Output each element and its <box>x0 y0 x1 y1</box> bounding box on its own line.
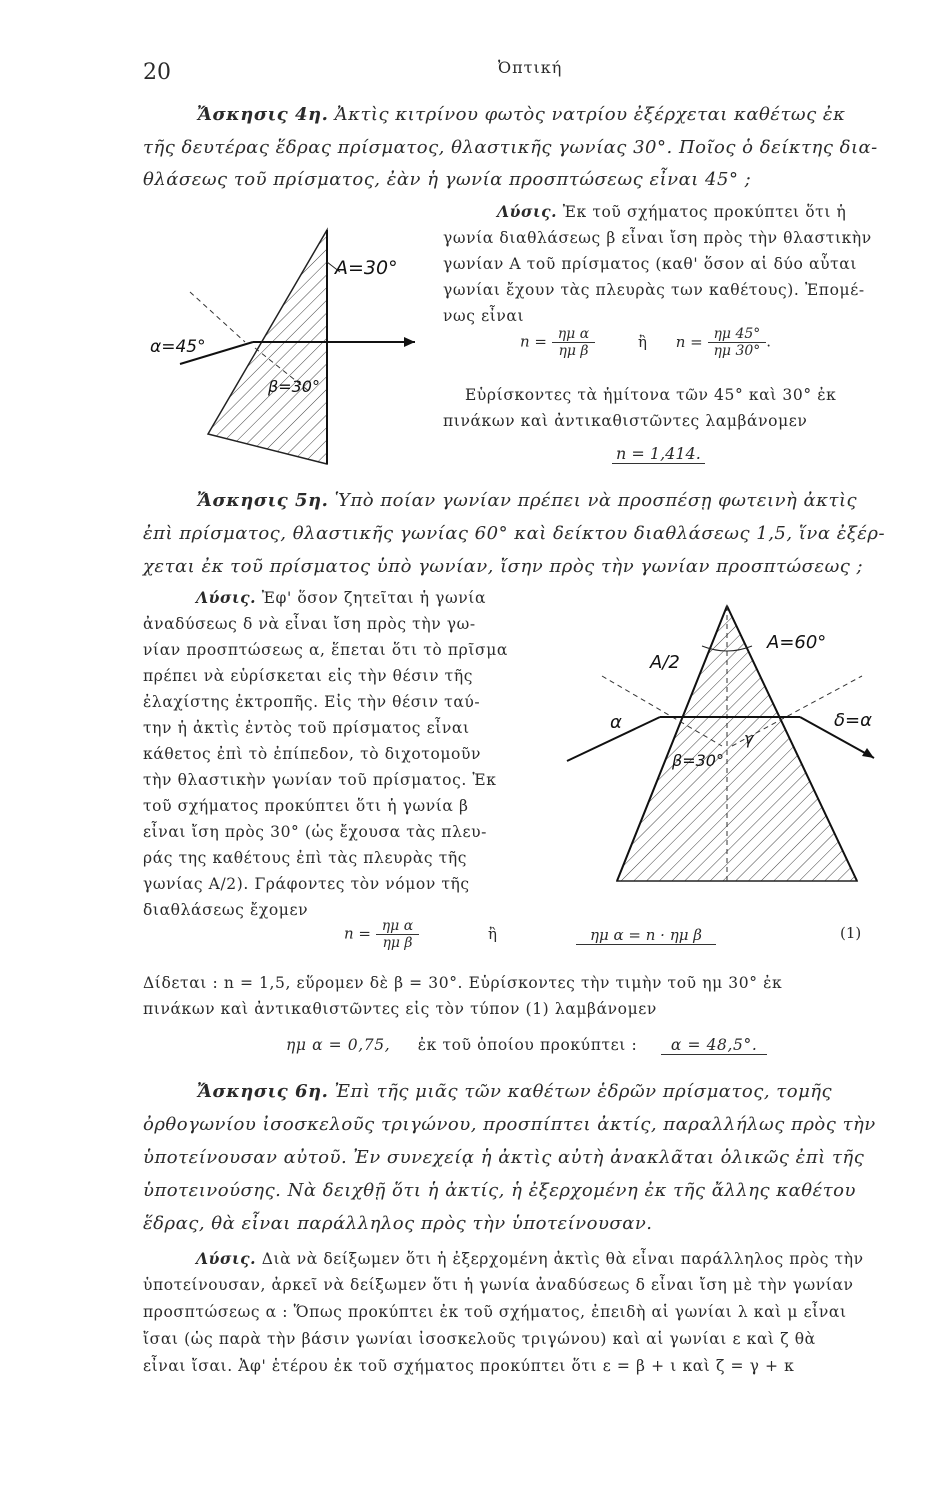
ex4-frac2 <box>708 326 767 359</box>
ex4-prism-body <box>208 230 327 464</box>
ex5-label-gamma: γ <box>744 729 754 748</box>
ex4-sol4: γωνίαι ἔχουν τὰς πλευρὰς των καθέτους). Ἐπομέ- <box>443 281 865 299</box>
ex6-text1: Ἐπὶ τῆς μιᾶς τῶν καθέτων ἑδρῶν πρίσματος, τομῆς <box>334 1081 833 1102</box>
ex4-label-alpha: α=45° <box>150 337 206 357</box>
ex5-sol11: ράς της καθέτους ἐπὶ τὰς πλευρὰς τῆς <box>143 849 468 867</box>
ex6-sol4: ἴσαι (ὡς παρὰ τὴν βάσιν γωνίαι ἰσοσκελοῦς τριγώνου) καὶ αἱ γωνίαι ε καὶ ζ θὰ <box>143 1330 816 1348</box>
ex5-sol1 <box>196 588 486 607</box>
ex6-line3: ὑποτείνουσαν αὐτοῦ. Ἐν συνεχείᾳ ἡ ἀκτὶς αὐτὴ ἀνακλᾶται ὁλικῶς ἐπὶ τῆς <box>143 1147 865 1168</box>
ex4-normal-dashed <box>190 292 245 342</box>
ex4-or: ἢ <box>637 332 647 351</box>
ex5-label-A2: A/2 <box>650 652 680 673</box>
ex5-sol7: κάθετος ἐπὶ τὸ ἐπίπεδον, τὸ διχοτομοῦν <box>143 745 482 763</box>
ex5-res-left: ημ α = 0,75, <box>286 1036 391 1054</box>
ex6-sol3: προσπτώσεως α : Ὅπως προκύπτει ἐκ τοῦ σχήματος, ἐπειδὴ αἱ γωνίαι λ καὶ μ εἶναι <box>143 1303 847 1321</box>
ex5-label-A: A=60° <box>767 632 827 653</box>
page-number: 20 <box>143 60 171 85</box>
ex5-sol5: ἐλαχίστης ἐκτροπῆς. Εἰς τὴν θέσιν ταύ- <box>143 693 481 711</box>
ex6-sol5: εἶναι ἴσαι. Ἀφ' ἑτέρου ἐκ τοῦ σχήματος προκύπτει ὅτι ε = β + ι καὶ ζ = γ + κ <box>143 1357 795 1375</box>
ex4-formula-n2: n = <box>675 332 703 351</box>
ex5-sol13: διαθλάσεως ἔχομεν <box>143 901 309 919</box>
ex6-line4: ὑποτεινούσης. Νὰ δειχθῇ ὅτι ἡ ἀκτίς, ἡ ἐξερχομένη ἐκ τῆς ἄλλης καθέτου <box>143 1180 856 1201</box>
ex5-frac-num: ημ α <box>376 918 419 935</box>
ex4-sol6: Εὑρίσκοντες τὰ ἡμίτονα τῶν 45° καὶ 30° ἐκ <box>465 386 837 404</box>
ex5-label-alpha: α <box>610 712 622 733</box>
ex4-line2: τῆς δευτέρας ἕδρας πρίσματος, θλαστικῆς γωνίας 30°. Ποῖος ὁ δείκτης δια- <box>143 137 878 158</box>
ex4-result <box>612 444 705 463</box>
ex4-formula <box>520 326 771 359</box>
ex5-sol-label: Λύσις. <box>196 588 257 607</box>
ex5-line1 <box>197 490 857 511</box>
ex5-line3: χεται ἐκ τοῦ πρίσματος ὑπὸ γωνίαν, ἴσην πρὸς τὴν γωνίαν προσπτώσεως ; <box>143 556 864 577</box>
ex4-frac2-num: ημ 45° <box>708 326 767 343</box>
ex5-text1: Ὑπὸ ποίαν γωνίαν πρέπει νὰ προσπέσῃ φωτεινὴ ἀκτὶς <box>334 490 858 511</box>
ex5-eq1 <box>576 926 716 944</box>
ex6-line2: ὀρθογωνίου ἰσοσκελοῦς τριγώνου, προσπίπτει ἀκτίς, παραλλήλως πρὸς τὴν <box>143 1114 876 1135</box>
ex5-sol10: εἶναι ἴση πρὸς 30° (ὡς ἔχουσα τὰς πλευ- <box>143 823 487 841</box>
ex6-sol2: ὑποτείνουσαν, ἀρκεῖ νὰ δείξωμεν ὅτι ἡ γωνία ἀναδύσεως δ εἶναι ἴση μὲ τὴν γωνίαν <box>143 1276 854 1294</box>
ex5-frac <box>376 918 419 951</box>
ex4-sol5: νως εἶναι <box>443 307 525 325</box>
ex5-formula <box>344 918 497 951</box>
ex4-line1 <box>197 104 845 125</box>
ex4-frac2-end: . <box>766 332 772 351</box>
ex5-eq1-text: ημ α = n · ημ β <box>576 926 716 945</box>
ex5-or: ἢ <box>487 924 497 943</box>
ex4-frac2-den: ημ 30° <box>713 343 761 359</box>
ex4-line3: θλάσεως τοῦ πρίσματος, ἐὰν ἡ γωνία προσπτώσεως εἶναι 45° ; <box>143 169 752 190</box>
ex4-result-text: n = 1,414. <box>612 444 705 464</box>
ex6-line5: ἕδρας, θὰ εἶναι παράλληλος πρὸς τὴν ὑποτείνουσαν. <box>143 1213 653 1234</box>
ex4-sol1 <box>497 202 846 221</box>
ex5-label-delta: δ=α <box>834 710 872 731</box>
ex5-title: Ἄσκησις 5η. <box>197 490 329 511</box>
ex4-title: Ἄσκησις 4η. <box>197 104 329 125</box>
ex5-given: Δίδεται : n = 1,5, εὕρομεν δὲ β = 30°. Εὑρίσκοντες τὴν τιμὴν τοῦ ημ 30° ἐκ <box>143 974 783 992</box>
ex5-sol3: νίαν προσπτώσεως α, ἕπεται ὅτι τὸ πρῖσμα <box>143 641 508 659</box>
ex5-res-mid: ἐκ τοῦ ὁποίου προκύπτει : <box>417 1036 638 1054</box>
ex5-sol8: τὴν θλαστικὴν γωνίαν τοῦ πρίσματος. Ἐκ <box>143 771 497 789</box>
ex6-sol1 <box>196 1249 864 1268</box>
ex5-sol1-text: Ἐφ' ὅσον ζητεῖται ἡ γωνία <box>261 589 487 607</box>
ex6-sol1-text: Διὰ νὰ δείξωμεν ὅτι ἡ ἐξερχομένη ἀκτὶς θὰ εἶναι παράλληλος πρὸς τὴν <box>261 1250 864 1268</box>
ex5-sol6: την ἡ ἀκτὶς ἐντὸς τοῦ πρίσματος εἶναι <box>143 719 470 737</box>
ex5-sol12: γωνίας A/2). Γράφοντες τὸν νόμον τῆς <box>143 875 470 893</box>
ex6-title: Ἄσκησις 6η. <box>197 1081 329 1102</box>
ex5-given2: πινάκων καὶ ἀντικαθιστῶντες εἰς τὸν τύπον (1) λαμβάνομεν <box>143 1000 657 1018</box>
ex5-sol4: πρέπει νὰ εὑρίσκεται εἰς τὴν θέσιν τῆς <box>143 667 473 685</box>
ex5-prism-figure <box>562 596 892 886</box>
ex4-label-beta: β=30° <box>268 377 320 396</box>
ex4-frac1 <box>552 326 595 359</box>
ex4-frac1-den: ημ β <box>558 343 589 359</box>
ex5-res-line <box>286 1036 767 1054</box>
ex4-label-A: A=30° <box>335 257 398 279</box>
ex5-sol2: ἀναδύσεως δ νὰ εἶναι ἴση πρὸς τὴν γω- <box>143 615 476 633</box>
ex5-frac-den: ημ β <box>382 935 413 951</box>
ex4-sol3: γωνίαν A τοῦ πρίσματος (καθ' ὅσον αἱ δύο αὗται <box>443 255 858 273</box>
ex4-sol2: γωνία διαθλάσεως β εἶναι ἴση πρὸς τὴν θλαστικὴν <box>443 229 872 247</box>
ex4-sol1-text: Ἐκ τοῦ σχήματος προκύπτει ὅτι ἡ <box>562 203 847 221</box>
ex4-prism-figure <box>150 222 440 472</box>
ex6-sol-label: Λύσις. <box>196 1249 257 1268</box>
ex4-sol-label: Λύσις. <box>497 202 558 221</box>
ex4-frac1-num: ημ α <box>552 326 595 343</box>
ex5-label-beta: β=30° <box>672 751 724 770</box>
ex4-formula-n: n = <box>520 332 547 351</box>
running-title: Ὀπτική <box>498 58 563 77</box>
ex4-text1: Ἀκτὶς κιτρίνου φωτὸς νατρίου ἐξέρχεται καθέτως ἐκ <box>334 104 846 125</box>
ex4-arrow-head <box>404 337 415 347</box>
ex5-eq1-number: (1) <box>840 924 862 942</box>
ex5-line2: ἐπὶ πρίσματος, θλαστικῆς γωνίας 60° καὶ δείκτου διαθλάσεως 1,5, ἵνα ἐξέρ- <box>143 523 886 544</box>
ex5-formula-n: n = <box>344 924 371 943</box>
ex4-sol7: πινάκων καὶ ἀντικαθιστῶντες λαμβάνομεν <box>443 412 808 430</box>
ex6-line1 <box>197 1081 832 1102</box>
ex5-result: α = 48,5°. <box>661 1036 768 1055</box>
ex5-sol9: τοῦ σχήματος προκύπτει ὅτι ἡ γωνία β <box>143 797 469 815</box>
